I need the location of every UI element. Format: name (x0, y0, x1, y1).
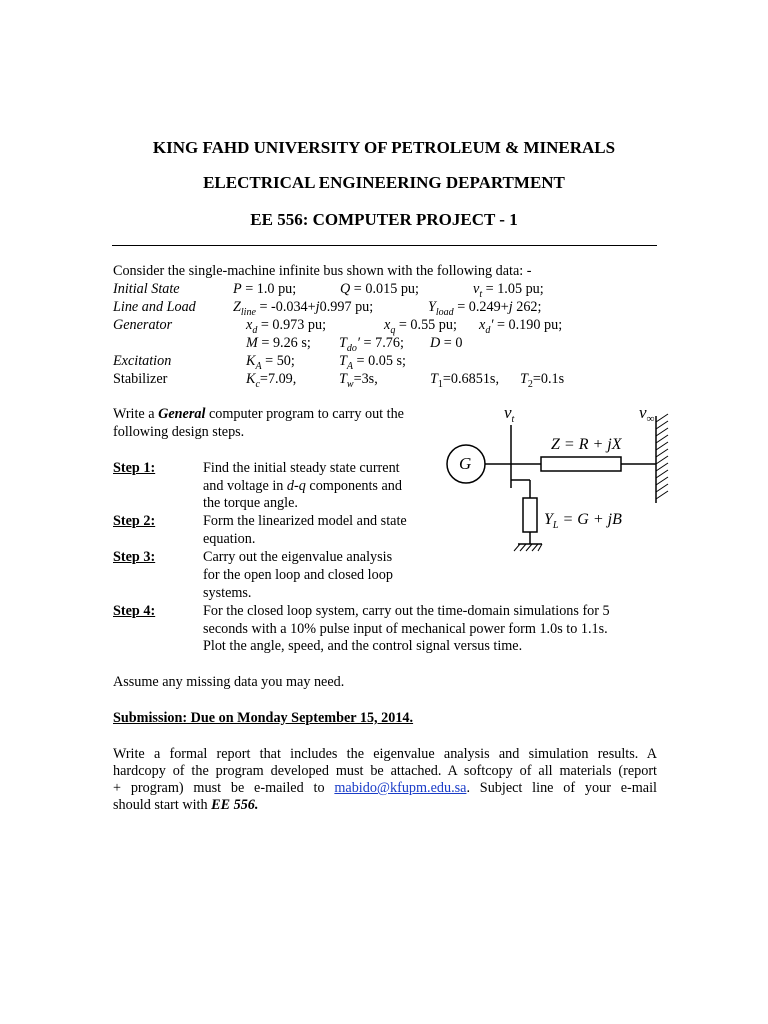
step-2-line1: Form the linearized model and state (203, 513, 407, 529)
row-label-initial-state: Initial State (113, 281, 180, 297)
smib-diagram (440, 398, 690, 568)
report-line1: Write a formal report that includes the eigenvalue analysis and simulation results. A (113, 746, 657, 762)
step-1-line2: and voltage in d-q components and (203, 478, 402, 494)
value-yload: $Y_{load} = 0.249+j$ 262; (428, 299, 542, 318)
report-paragraph (113, 746, 657, 814)
value-m: M = 9.26 s; (246, 335, 311, 351)
value-zline: $Z_{line} = -0.034+j0.997$ pu; (233, 299, 374, 318)
value-tw: $T_w=3s$, (339, 371, 378, 390)
step-2-line2: equation. (203, 531, 256, 547)
z-label: Z = R + jX (551, 436, 622, 453)
report-line4: should start with EE 556. (113, 797, 259, 813)
step-4-line2: seconds with a 10% pulse input of mechanical power form 1.0s to 1.1s. (203, 621, 608, 637)
value-xd-prime: $x_d' = 0.190$ pu; (479, 317, 563, 336)
write-general-line1: Write a General computer program to carry out the (113, 406, 404, 422)
department-title: ELECTRICAL ENGINEERING DEPARTMENT (203, 173, 565, 192)
report-line3: + program) must be e-mailed to mabido@kfupm.edu.sa. Subject line of your e-mail (113, 780, 657, 796)
value-p: P = 1.0 pu; (233, 281, 297, 297)
step-1-line3: the torque angle. (203, 495, 298, 511)
step-3-line1: Carry out the eigenvalue analysis (203, 549, 393, 565)
row-label-stabilizer: Stabilizer (113, 371, 168, 387)
value-tdo: $T_{do}' = 7.76$; (339, 335, 404, 354)
step-3-line3: systems. (203, 585, 252, 601)
step-1-label: Step 1: (113, 460, 156, 476)
row-label-generator: Generator (113, 317, 173, 333)
value-q: Q = 0.015 pu; (340, 281, 419, 297)
university-title: KING FAHD UNIVERSITY OF PETROLEUM & MINERALS (152, 138, 616, 157)
step-2-label: Step 2: (113, 513, 156, 529)
y-label: $Y_L = G$ + jB (544, 511, 622, 531)
report-line2: hardcopy of the program developed must be attached. A softcopy of all materials (report (113, 763, 657, 779)
value-t1: $T_1=0.6851s$, (430, 371, 499, 390)
write-general-line2: following design steps. (113, 424, 245, 440)
step-3-line2: for the open loop and closed loop (203, 567, 393, 583)
ground-hatch (514, 544, 542, 551)
value-xq: $x_q = 0.55$ pu; (384, 317, 457, 336)
line-impedance-box (541, 457, 621, 471)
step-1-line1: Find the initial steady state current (203, 460, 400, 476)
value-t2: $T_2=0.1s$ (520, 371, 565, 390)
vt-label: $v_t$ (504, 403, 515, 425)
value-ta: $T_A = 0.05$ s; (339, 353, 406, 372)
intro-text: Consider the single-machine infinite bus shown with the following data: - (113, 263, 532, 279)
load-admittance-box (523, 498, 537, 532)
value-ka: $K_A = 50$; (246, 353, 295, 372)
row-label-line-load: Line and Load (113, 299, 196, 315)
email-link[interactable]: mabido@kfupm.edu.sa (334, 780, 467, 796)
course-title: EE 556: COMPUTER PROJECT - 1 (250, 210, 518, 229)
step-4-line3: Plot the angle, speed, and the control signal versus time. (203, 638, 523, 654)
step-3-label: Step 3: (113, 549, 156, 565)
header-divider (112, 245, 657, 246)
step-4-label: Step 4: (113, 603, 156, 619)
value-vt: $v_t = 1.05$ pu; (473, 281, 544, 300)
value-kc: $K_c=7.09$, (246, 371, 297, 390)
step-4-line1: For the closed loop system, carry out the time-domain simulations for 5 (203, 603, 610, 619)
submission-deadline: Submission: Due on Monday September 15, 2014. (113, 710, 414, 726)
row-label-excitation: Excitation (113, 353, 172, 369)
value-d: D = 0 (430, 335, 463, 351)
vinf-label: $v_\infty$ (639, 403, 655, 425)
generator-label: G (459, 454, 472, 473)
value-xd: $x_d = 0.973$ pu; (246, 317, 327, 336)
assume-text: Assume any missing data you may need. (113, 674, 345, 690)
infinite-bus-hatch (656, 414, 668, 499)
